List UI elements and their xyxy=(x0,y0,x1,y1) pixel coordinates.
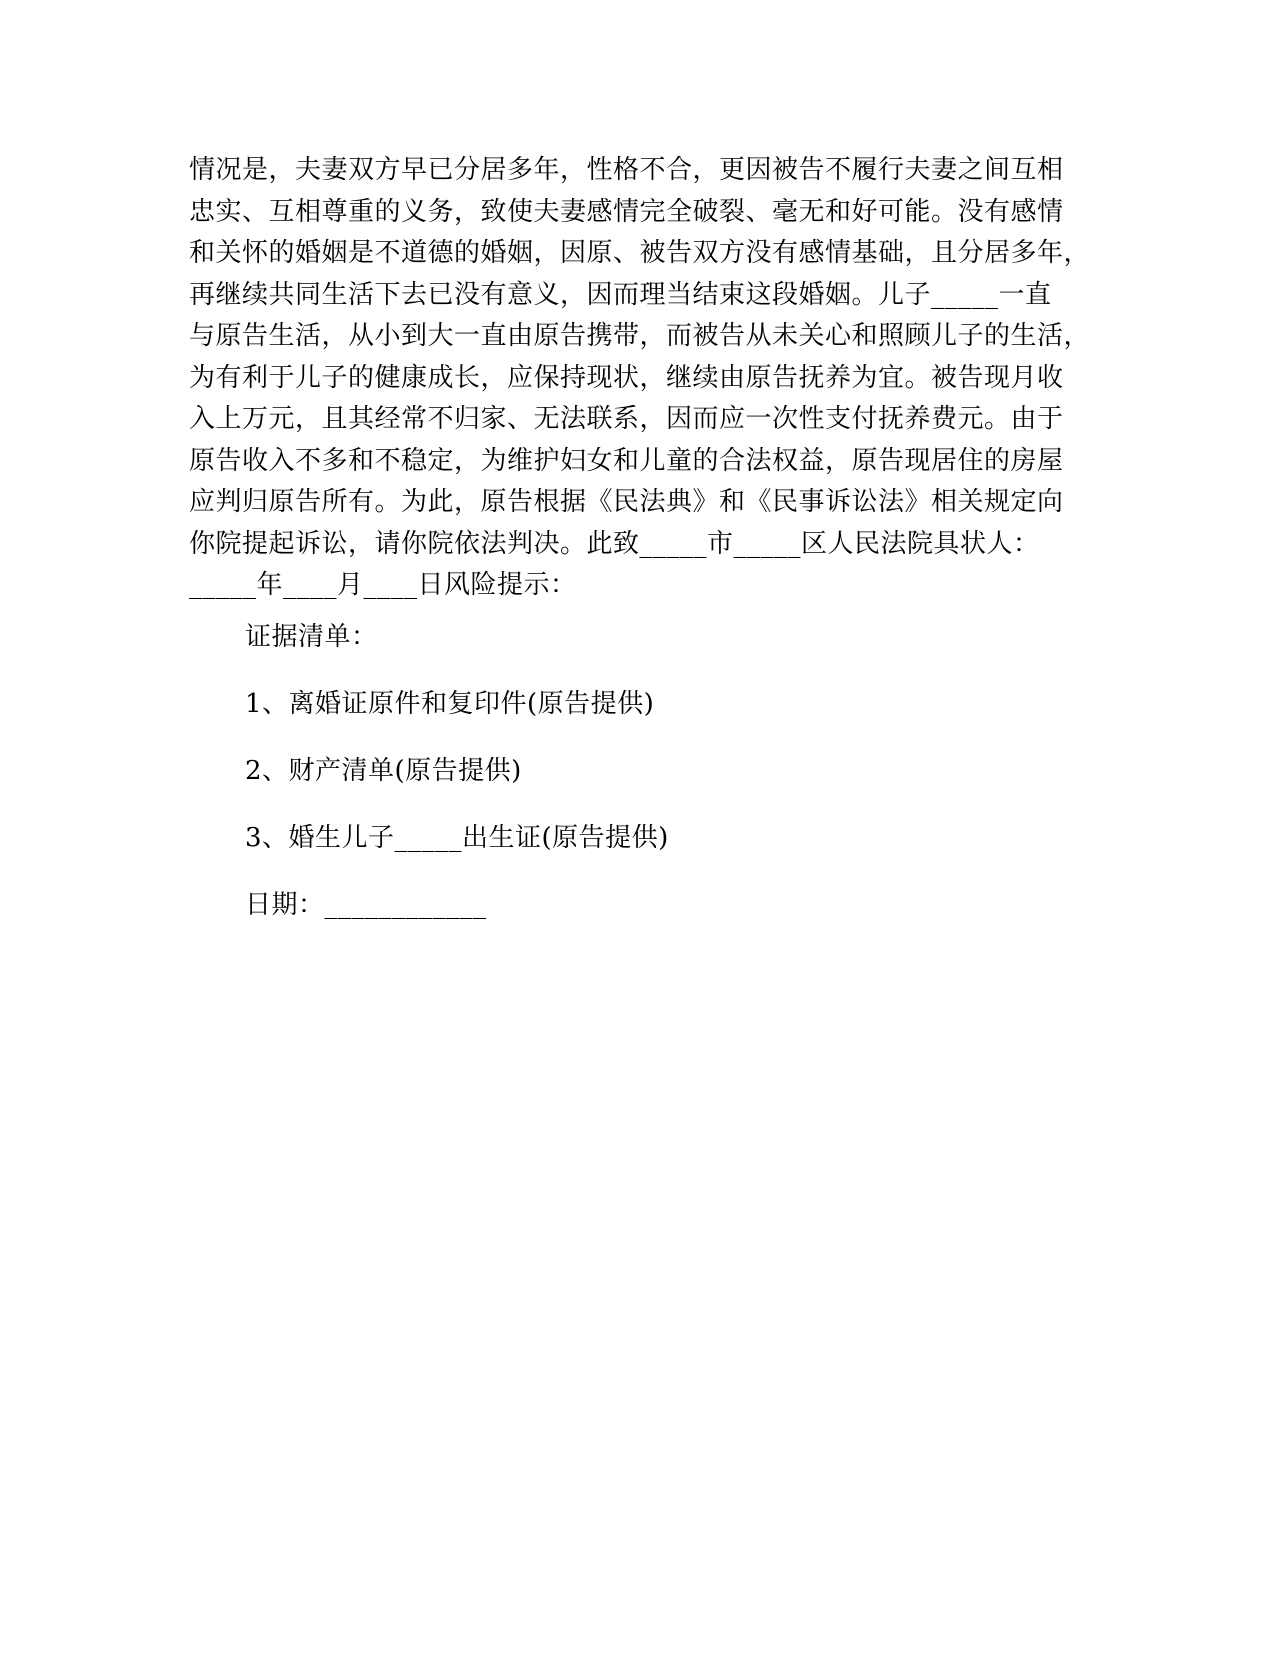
body-line: 原告收入不多和不稳定，为维护妇女和儿童的合法权益，原告现居住的房屋 xyxy=(189,445,1064,476)
evidence-item: 1、离婚证原件和复印件(原告提供) xyxy=(245,689,655,719)
evidence-heading: 证据清单： xyxy=(245,622,378,652)
body-line: 情况是，夫妻双方早已分居多年，性格不合，更因被告不履行夫妻之间互相 xyxy=(189,155,1064,185)
body-line: 与原告生活，从小到大一直由原告携带，而被告从未关心和照顾儿子的生活， xyxy=(189,321,1091,351)
body-line: _____年____月____日风险提示： xyxy=(189,570,577,600)
body-line: 你院提起诉讼，请你院依法判决。此致_____市_____区人民法院具状人： xyxy=(189,528,1040,559)
body-line: 入上万元，且其经常不归家、无法联系，因而应一次性支付抚养费元。由于 xyxy=(189,404,1064,434)
body-line: 再继续共同生活下去已没有意义，因而理当结束这段婚姻。儿子_____一直 xyxy=(189,279,1052,310)
evidence-item: 3、婚生儿子_____出生证(原告提供) xyxy=(245,823,669,853)
body-line: 忠实、互相尊重的义务，致使夫妻感情完全破裂、毫无和好可能。没有感情 xyxy=(189,196,1064,227)
date-line: 日期：____________ xyxy=(245,890,487,920)
body-line: 和关怀的婚姻是不道德的婚姻，因原、被告双方没有感情基础，且分居多年， xyxy=(189,238,1091,268)
body-line: 为有利于儿子的健康成长，应保持现状，继续由原告抚养为宜。被告现月收 xyxy=(189,362,1064,393)
evidence-item: 2、财产清单(原告提供) xyxy=(245,756,522,786)
complaint-body-text xyxy=(189,150,1119,607)
body-line: 应判归原告所有。为此，原告根据《民法典》和《民事诉讼法》相关规定向 xyxy=(189,487,1064,517)
evidence-list xyxy=(245,620,1105,955)
